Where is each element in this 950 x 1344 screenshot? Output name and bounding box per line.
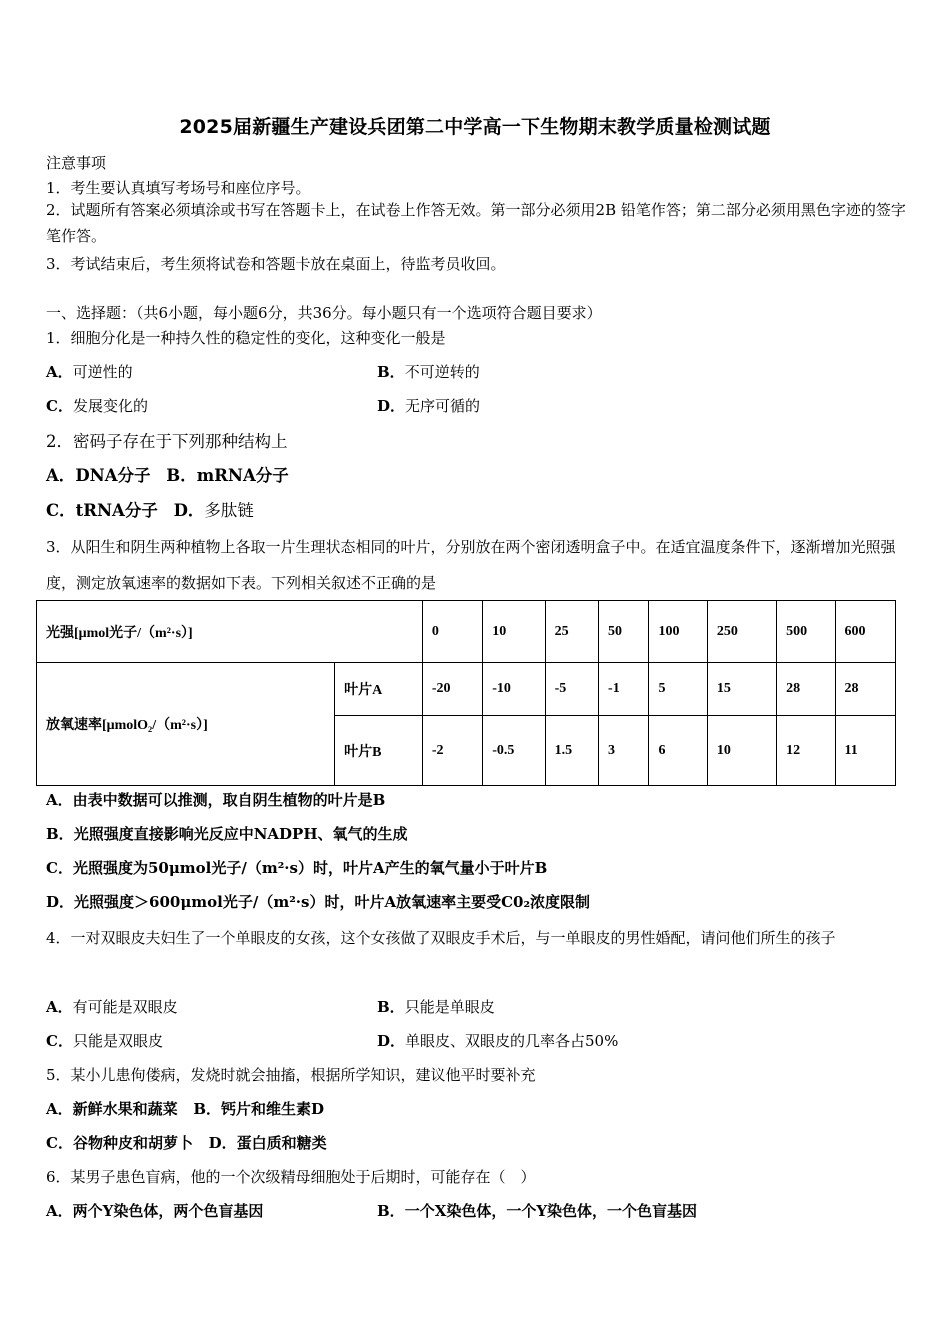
- page-title: 2025届新疆生产建设兵团第二中学高一下生物期末教学质量检测试题: [179, 116, 771, 138]
- table-cell: 100: [649, 601, 707, 663]
- table-cell: 12: [777, 716, 835, 786]
- notice-item-3: 3．考试结束后，考生须将试卷和答题卡放在桌面上，待监考员收回。: [46, 255, 506, 273]
- table-cell: 50: [599, 601, 649, 663]
- table-cell: -5: [545, 663, 598, 716]
- notice-item-2: 2．试题所有答案必须填涂或书写在答题卡上，在试卷上作答无效。第一部分必须用2B 铅笔作答；第二部分必须用黑色字迹的签字笔作答。: [46, 201, 906, 245]
- table-cell: 3: [599, 716, 649, 786]
- table-cell: 10: [483, 601, 545, 663]
- table-row-leaf-a: [37, 663, 896, 716]
- oxygen-release-table: [36, 600, 896, 786]
- table-cell: 28: [777, 663, 835, 716]
- question-3-option-b: B．光照强度直接影响光反应中NADPH、氧气的生成: [46, 825, 408, 843]
- table-header-light: 光强[μmol光子/（m²·s）]: [37, 601, 423, 663]
- table-cell: -2: [422, 716, 482, 786]
- question-6-option-b: B．一个X染色体，一个Y染色体，一个色盲基因: [377, 1202, 698, 1220]
- question-3-option-a: A．由表中数据可以推测，取自阴生植物的叶片是B: [46, 791, 386, 809]
- question-1-option-d: D．无序可循的: [377, 397, 481, 415]
- question-2-stem: 2．密码子存在于下列那种结构上: [46, 432, 288, 451]
- table-cell: -1: [599, 663, 649, 716]
- question-4-option-a: A．有可能是双眼皮: [46, 998, 178, 1016]
- table-cell: -0.5: [483, 716, 545, 786]
- question-1-option-a: A．可逆性的: [46, 363, 133, 381]
- table-cell: 1.5: [545, 716, 598, 786]
- table-cell: -10: [483, 663, 545, 716]
- question-2-options-row-2: C．tRNA分子 D．多肽链: [46, 501, 254, 520]
- question-5-options-row-1: A．新鲜水果和蔬菜 B．钙片和维生素D: [46, 1100, 325, 1118]
- table-header-oxygen-rate: 放氧速率[μmolO₂/（m²·s）]: [37, 663, 335, 786]
- table-cell: 500: [777, 601, 835, 663]
- table-cell: 0: [422, 601, 482, 663]
- table-cell: 250: [707, 601, 776, 663]
- question-1-option-b: B．不可逆转的: [377, 363, 480, 381]
- question-6-option-a: A．两个Y染色体，两个色盲基因: [46, 1202, 264, 1220]
- table-cell: 600: [835, 601, 895, 663]
- table-row-light: [37, 601, 896, 663]
- question-3-option-d: D．光照强度＞600μmol光子/（m²·s）时，叶片A放氧速率主要受C0₂浓度限制: [46, 893, 591, 911]
- question-4-option-d: D．单眼皮、双眼皮的几率各占50%: [377, 1032, 619, 1050]
- table-cell: 28: [835, 663, 895, 716]
- table-row-label: 叶片A: [335, 663, 423, 716]
- question-4-option-b: B．只能是单眼皮: [377, 998, 495, 1016]
- notice-heading: 注意事项: [46, 154, 107, 172]
- table-cell: 6: [649, 716, 707, 786]
- question-2-options-row-1: A．DNA分子 B．mRNA分子: [46, 466, 289, 485]
- question-4-stem: 4．一对双眼皮夫妇生了一个单眼皮的女孩，这个女孩做了双眼皮手术后，与一单眼皮的男性婚配，请问他们所生的孩子: [46, 929, 836, 947]
- table-cell: -20: [422, 663, 482, 716]
- table-cell: 10: [707, 716, 776, 786]
- section-heading: 一、选择题：（共6小题，每小题6分，共36分。每小题只有一个选项符合题目要求）: [46, 304, 602, 322]
- question-4-option-c: C．只能是双眼皮: [46, 1032, 163, 1050]
- question-3-option-c: C．光照强度为50μmol光子/（m²·s）时，叶片A产生的氧气量小于叶片B: [46, 859, 548, 877]
- question-1-stem: 1．细胞分化是一种持久性的稳定性的变化，这种变化一般是: [46, 329, 446, 347]
- table-cell: 5: [649, 663, 707, 716]
- question-5-stem: 5．某小儿患佝偻病，发烧时就会抽搐，根据所学知识，建议他平时要补充: [46, 1066, 536, 1084]
- table-row-label: 叶片B: [335, 716, 423, 786]
- question-3-stem: 3．从阳生和阴生两种植物上各取一片生理状态相同的叶片，分别放在两个密闭透明盒子中。在适宜温度条件下，逐渐增加光照强度，测定放氧速率的数据如下表。下列相关叙述不正确的是: [46, 538, 896, 592]
- table-cell: 11: [835, 716, 895, 786]
- question-1-option-c: C．发展变化的: [46, 397, 148, 415]
- question-5-options-row-2: C．谷物种皮和胡萝卜 D．蛋白质和糖类: [46, 1134, 327, 1152]
- table-cell: 25: [545, 601, 598, 663]
- notice-item-1: 1．考生要认真填写考场号和座位序号。: [46, 179, 311, 197]
- table-cell: 15: [707, 663, 776, 716]
- question-6-stem: 6．某男子患色盲病，他的一个次级精母细胞处于后期时，可能存在（ ）: [46, 1168, 536, 1186]
